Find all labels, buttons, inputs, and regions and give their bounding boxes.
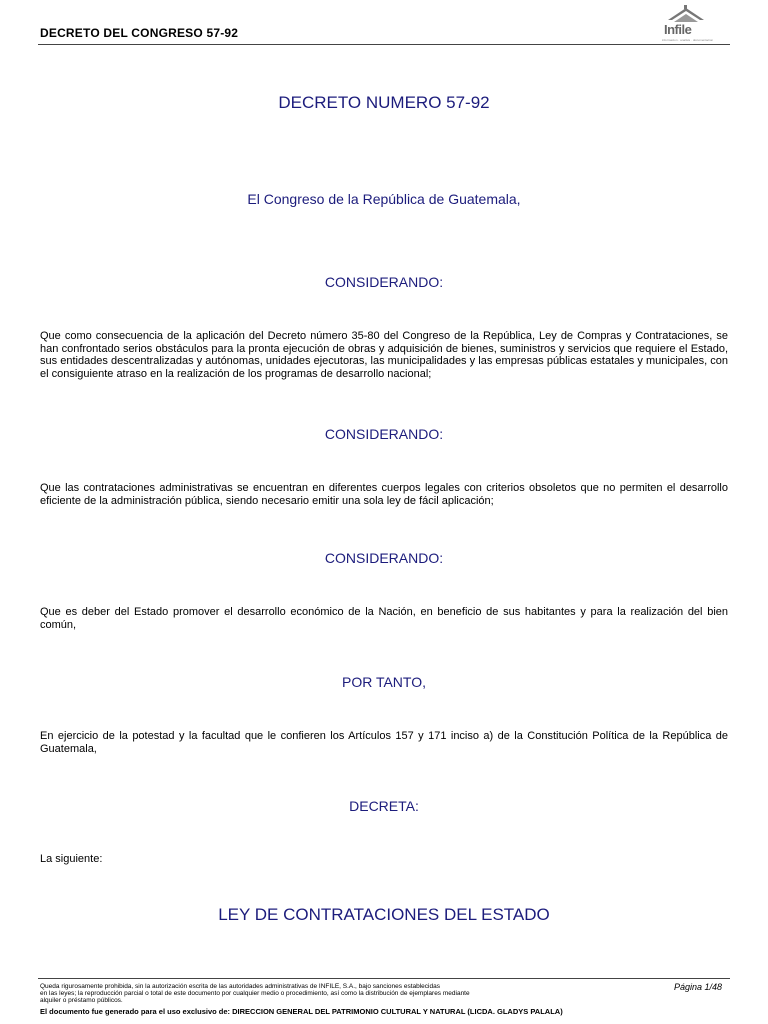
considerando-heading-1: CONSIDERANDO: xyxy=(324,274,444,290)
footer-divider xyxy=(38,978,730,979)
por-tanto-paragraph: En ejercicio de la potestad y la facultad que le confieren los Artículos 157 y 171 inciso a) de la Constitución Política de la República de Guatemala, xyxy=(40,730,728,755)
considerando-paragraph-1: Que como consecuencia de la aplicación del Decreto número 35-80 del Congreso de la República, Ley de Compras y Contrataciones, se han confrontado serios obstáculos para la pronta ejecución de obras y adquisición de bienes, suministros y servicios que requiere el Estado, sus entidades descentralizadas y autónomas, unidades ejecutoras, las municipalidades y las empresas públicas estatales y municipales, con el consiguiente atraso en la realización de los programas de desarrollo nacional; xyxy=(40,330,728,380)
infile-logo xyxy=(660,2,714,44)
footer-legal-line: alquiler o préstamo públicos. xyxy=(40,997,123,1004)
considerando-heading-3: CONSIDERANDO: xyxy=(324,550,444,566)
decreta-paragraph: La siguiente: xyxy=(40,853,103,865)
considerando-paragraph-2: Que las contrataciones administrativas se encuentran en diferentes cuerpos legales con criterios obsoletos que no permiten el desarrollo eficiente de la administración pública, siendo necesario emitir una sola ley de fácil aplicación; xyxy=(40,482,728,507)
header-title: DECRETO DEL CONGRESO 57-92 xyxy=(40,26,239,40)
footer-legal-line: Queda rigurosamente prohibida, sin la autorización escrita de las autoridades administrativas de INFILE, S.A., bajo sanciones establecidas xyxy=(40,983,440,990)
footer-generated-note: El documento fue generado para el uso exclusivo de: DIRECCION GENERAL DEL PATRIMONIO CULTURAL Y NATURAL (LICDA. GLADYS PALALA) xyxy=(40,1007,563,1016)
logo-wordmark: Infile xyxy=(664,22,692,37)
congreso-heading: El Congreso de la República de Guatemala, xyxy=(247,191,521,207)
decree-title: DECRETO NUMERO 57-92 xyxy=(278,93,490,112)
page-number: Página 1/48 xyxy=(673,982,722,992)
footer-legal-line: en las leyes; la reproducción parcial o total de este documento por cualquier medio o procedimiento, así como la distribución de ejemplares mediante xyxy=(40,990,470,997)
considerando-paragraph-3: Que es deber del Estado promover el desarrollo económico de la Nación, en beneficio de sus habitantes y para la realización del bien común, xyxy=(40,606,728,631)
footer-legal-notice xyxy=(40,983,560,1004)
considerando-heading-2: CONSIDERANDO: xyxy=(324,426,444,442)
decreta-heading: DECRETA: xyxy=(349,798,419,814)
por-tanto-heading: POR TANTO, xyxy=(341,674,426,690)
header-divider xyxy=(38,44,730,45)
law-title: LEY DE CONTRATACIONES DEL ESTADO xyxy=(218,905,550,924)
logo-tagline: informacion · analisis · documentacion xyxy=(662,38,714,42)
logo-roof-icon xyxy=(660,2,710,24)
